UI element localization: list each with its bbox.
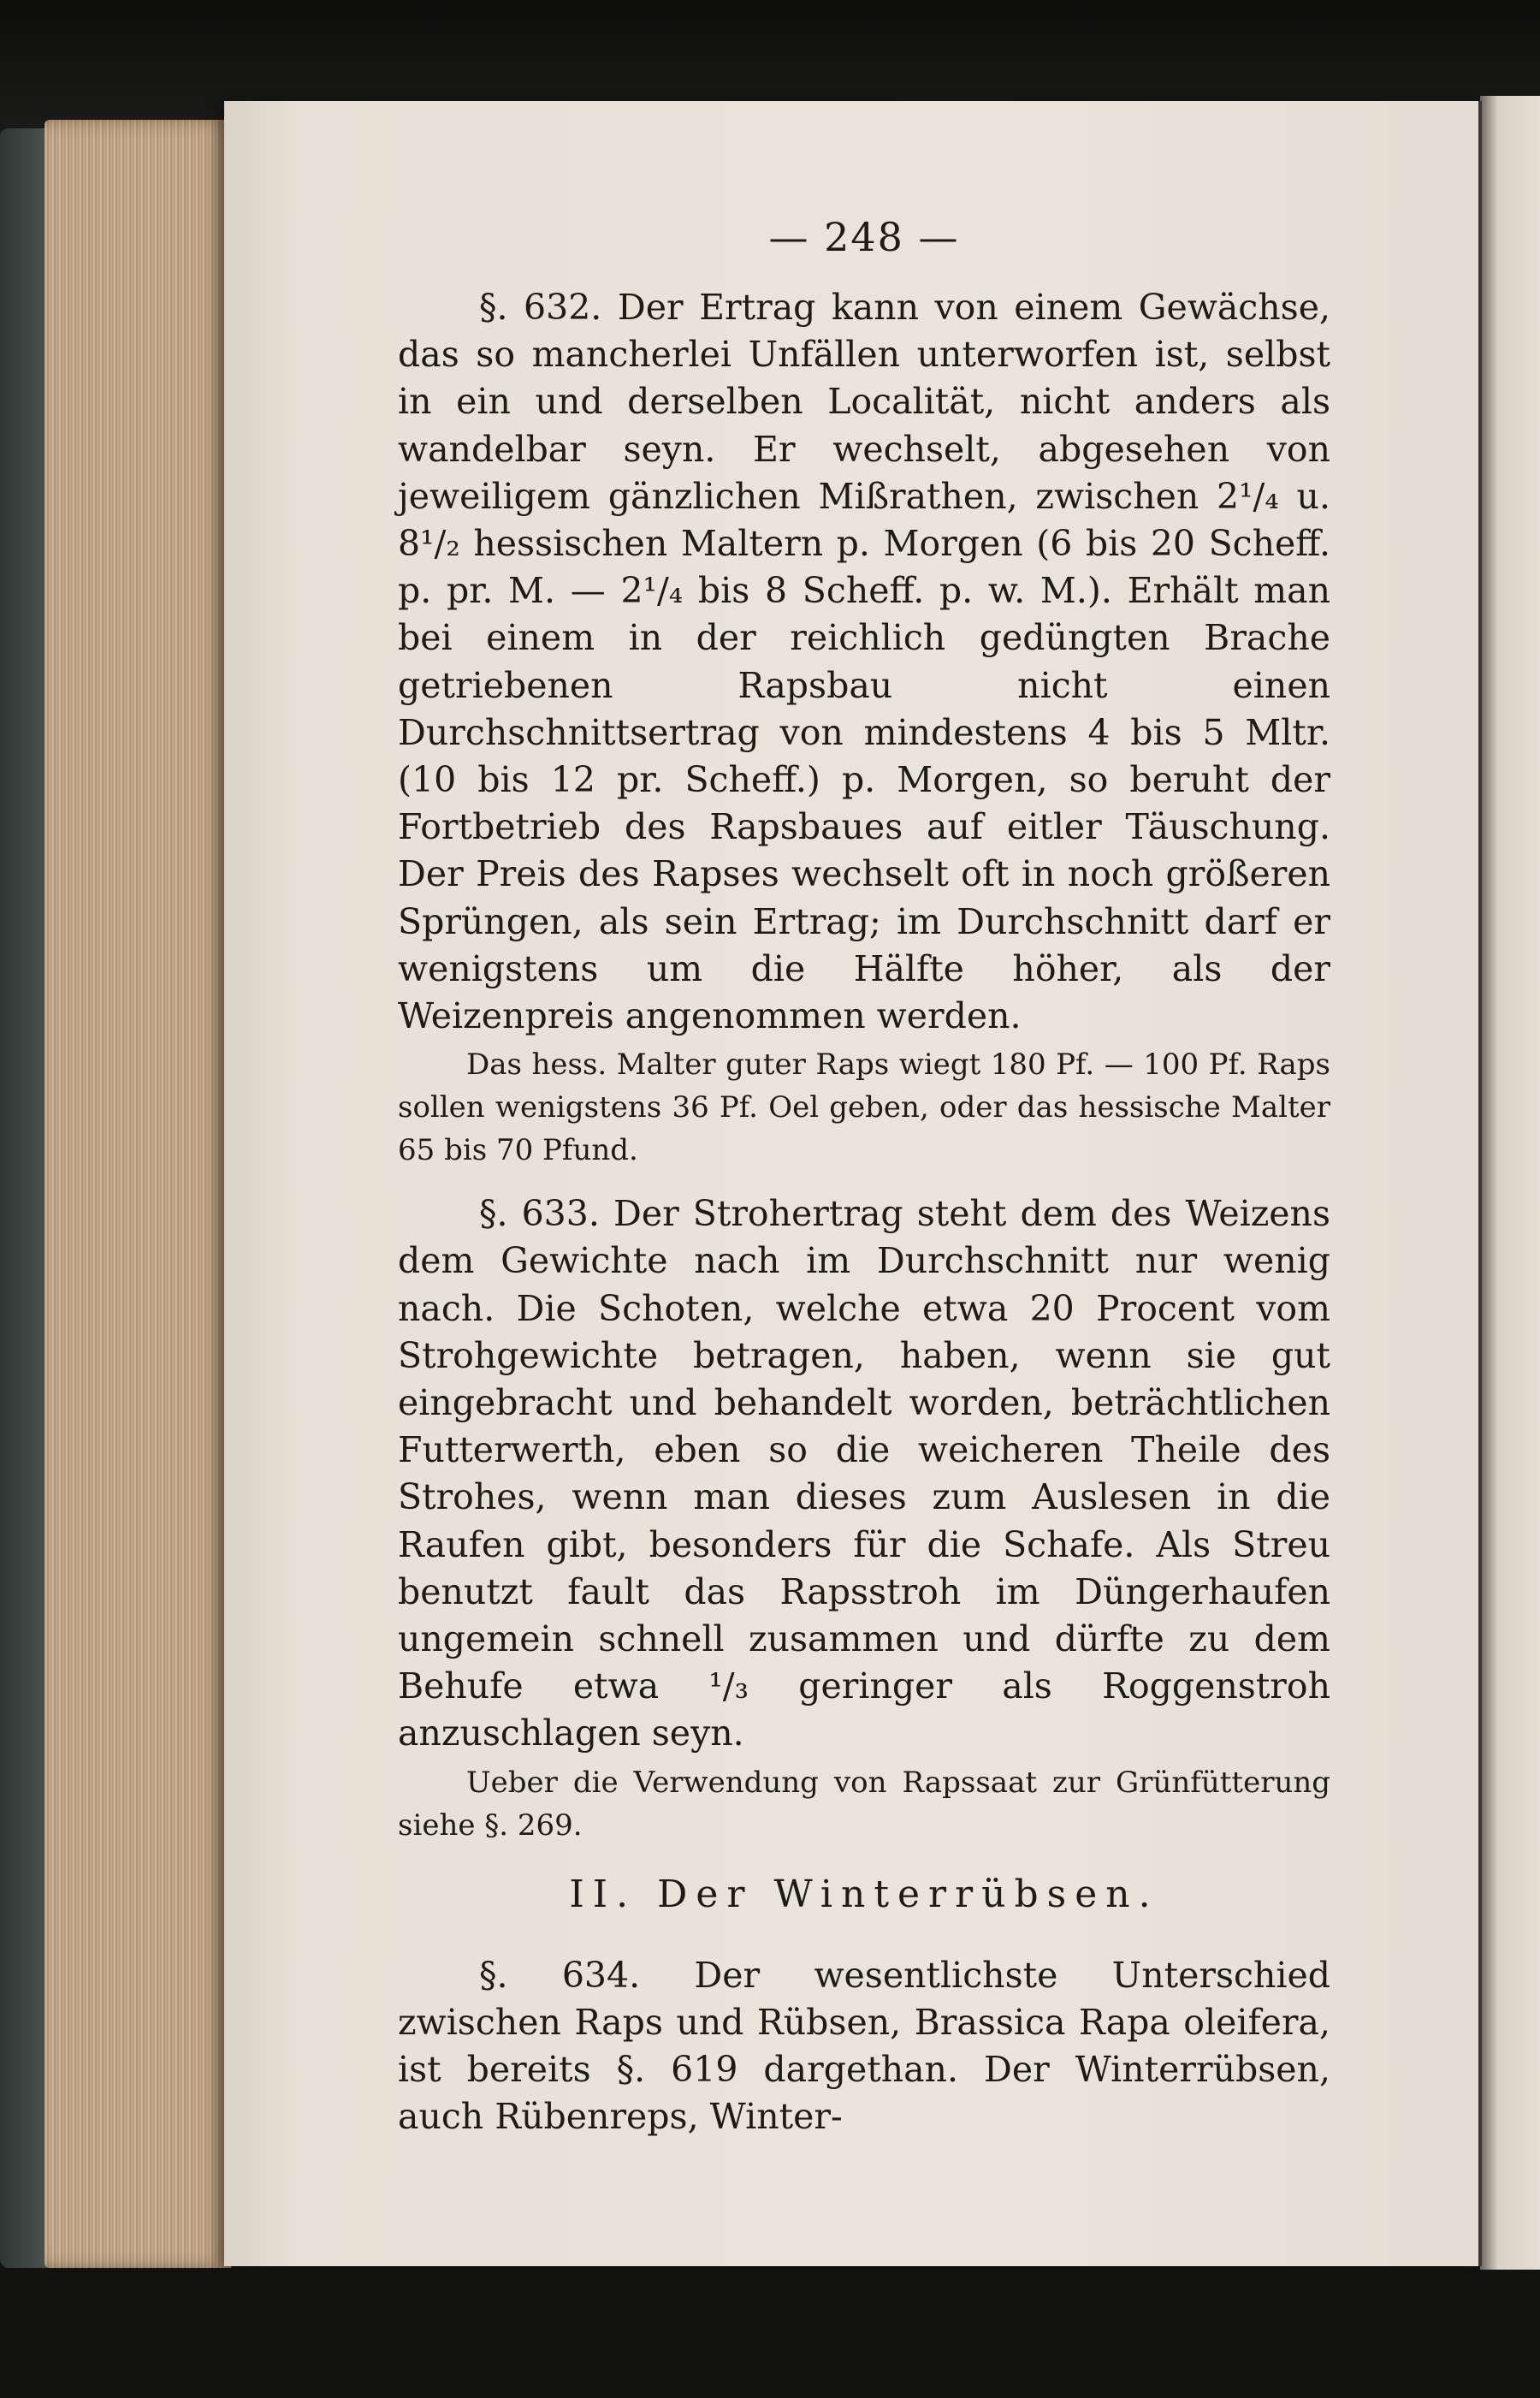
section-633: §. 633. Der Strohertrag steht dem des Weizens dem Gewichte nach im Durchschnitt nur wenig nach. Die Schoten, welche etwa 20 Procent vom Strohgewichte betragen, haben, wenn sie gut eingebracht und behandelt worden, beträchtlichen Futterwerth, eben so die weicheren Theile des Strohes, wenn man dieses zum Auslesen in die Raufen gibt, besonders für die Schafe. Als Streu benutzt fault das Rapsstroh im Düngerhaufen ungemein schnell zusammen und dürfte zu dem Behufe etwa ¹/₃ geringer als Roggenstroh anzuschlagen seyn. bbox=[398, 1193, 1330, 1754]
section-632: §. 632. Der Ertrag kann von einem Gewächse, das so mancherlei Unfällen unterworfen ist, selbst in ein und derselben Localität, nicht anders als wandelbar seyn. Er wechselt, abgesehen von jeweiligem gänzlichen Mißrathen, zwischen 2¹/₄ u. 8¹/₂ hessischen Maltern p. Morgen (6 bis 20 Scheff. p. pr. M. — 2¹/₄ bis 8 Scheff. p. w. M.). Erhält man bei einem in der reichlich gedüngten Brache getriebenen Rapsbau nicht einen Durchschnittsertrag von mindestens 4 bis 5 Mltr. (10 bis 12 pr. Scheff.) p. Morgen, so beruht der Fortbetrieb des Rapsbaues auf eitler Täuschung. Der Preis des Rapses wechselt oft in noch größeren Sprüngen, als sein Ertrag; im Durchschnitt darf er wenigstens um die Hälfte höher, als der Weizenpreis angenommen werden. bbox=[398, 287, 1330, 1037]
section-634: §. 634. Der wesentlichste Unterschied zwischen Raps und Rübsen, Brassica Rapa oleifera, ist bereits §. 619 dargethan. Der Winterrübsen, auch Rübenreps, Winter- bbox=[398, 1954, 1330, 2138]
facing-page-edge bbox=[1480, 96, 1540, 2270]
footnote-633: Ueber die Verwendung von Rapssaat zur Grünfütterung siehe §. 269. bbox=[398, 1765, 1330, 1843]
footnote-632: Das hess. Malter guter Raps wiegt 180 Pf. — 100 Pf. Raps sollen wenigstens 36 Pf. Oel geben, oder das hessische Malter 65 bis 70 Pfund. bbox=[398, 1048, 1330, 1168]
chapter-heading: II. Der Winterrübsen. bbox=[569, 1872, 1159, 1916]
gutter bbox=[1478, 101, 1482, 2266]
page-content bbox=[398, 214, 1330, 2141]
page-number: — 248 — bbox=[768, 214, 960, 260]
page-edges bbox=[44, 120, 231, 2268]
